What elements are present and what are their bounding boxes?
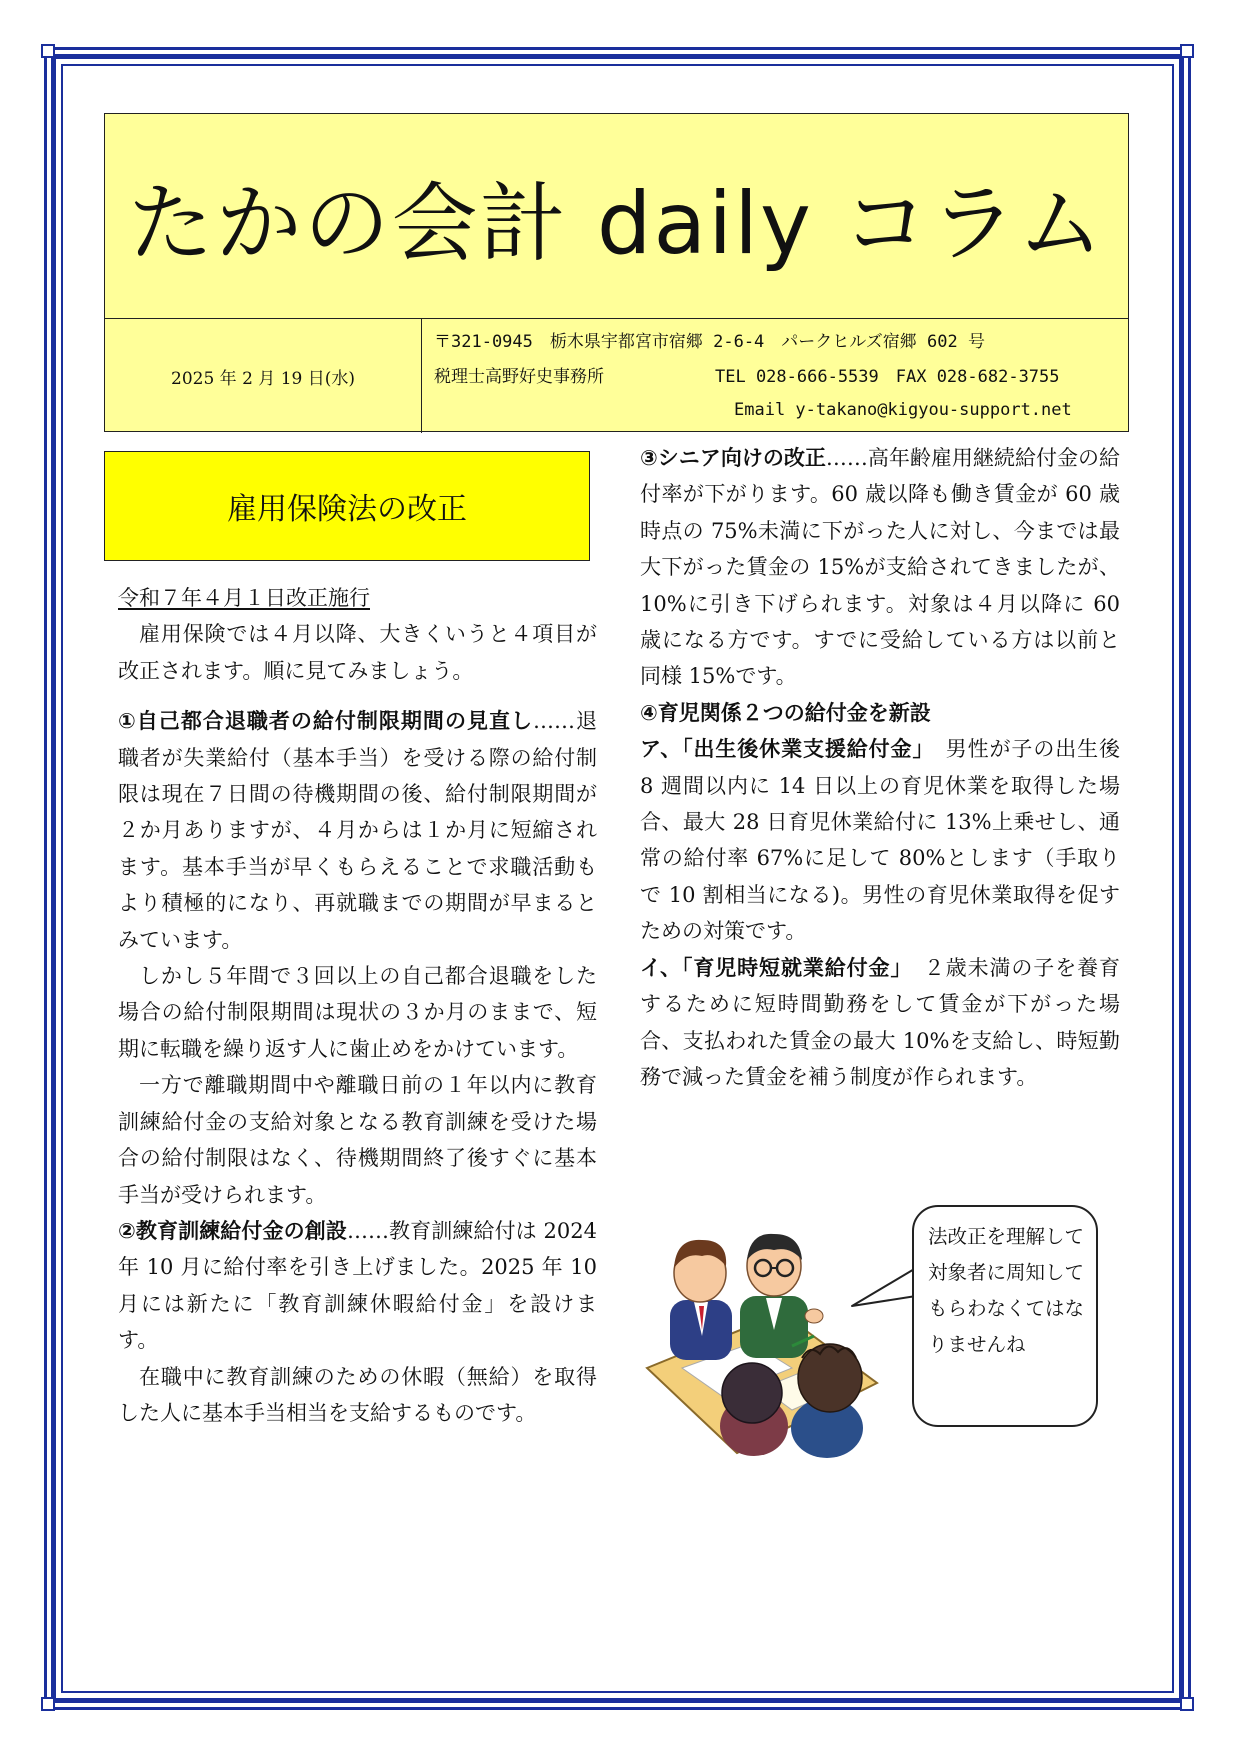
- meeting-illustration: [642, 1218, 882, 1468]
- border-corner: [41, 1697, 55, 1711]
- speech-bubble: 法改正を理解して対象者に周知してもらわなくてはなりませんね: [912, 1205, 1098, 1427]
- border-corner: [1180, 1697, 1194, 1711]
- item2-paragraph2: 在職中に教育訓練のための休暇（無給）を取得した人に基本手当相当を支給するものです。: [118, 1364, 597, 1425]
- item4a-title: ア、「出生後休業支援給付金」: [640, 737, 924, 762]
- person-head: [798, 1344, 862, 1412]
- border-corner: [1180, 44, 1194, 58]
- speech-bubble-tail: [850, 1262, 920, 1312]
- newsletter-title: たかの会計 daily コラム: [105, 114, 1128, 319]
- item1-body: ……退職者が失業給付（基本手当）を受ける際の給付制限は現在７日間の待機期間の後、給付制限期間が２か月ありますが、４月からは１か月に短縮されます。基本手当が早くもらえることで求職活動もより積極的になり、再就職までの期間が早まるとみています。: [118, 709, 598, 952]
- item1-paragraph2: しかし５年間で３回以上の自己都合退職をした場合の給付制限期間は現状の３か月のままで、短期に転職を繰り返す人に歯止めをかけています。: [118, 964, 597, 1061]
- item2-title: ②教育訓練給付金の創設: [118, 1218, 347, 1243]
- office-email[interactable]: Email y-takano@kigyou-support.net: [734, 400, 1072, 420]
- office-name: 税理士高野好史事務所: [434, 367, 604, 387]
- item4b-body: ２歳未満の子を養育するために短時間勤務をして賃金が下がった場合、支払われた賃金の最大 10%を支給し、時短勤務で減った賃金を補う制度が作られます。: [640, 955, 1121, 1089]
- intro-paragraph: 雇用保険では４月以降、大きくいうと４項目が改正されます。順に見てみましょう。: [118, 622, 597, 683]
- item3-title: ③シニア向けの改正: [640, 446, 826, 470]
- item2-body: ……教育訓練給付は 2024 年 10 月に給付率を引き上げました。2025 年 10 月には新たに「教育訓練休暇給付金」を設けます。: [118, 1218, 597, 1353]
- office-address: 〒321-0945 栃木県宇都宮市宿郷 2-6-4 パークヒルズ宿郷 602 号: [434, 332, 985, 352]
- item3-body: ……高年齢雇用継続給付金の給付率が下がります。60 歳以降も働き賃金が 60 歳時点の 75%未満に下がった人に対し、今までは最大下がった賃金の 15%が支給されてきましたが、10%に引き下げられます。対象は４月以降に 60 歳になる方です。すでに受給している方は以前と同様 15%です。: [640, 446, 1120, 689]
- left-column: [118, 580, 597, 1431]
- item1-title: ①自己都合退職者の給付制限期間の見直し: [118, 709, 533, 734]
- item4b-title: イ、「育児時短就業給付金」: [640, 955, 902, 980]
- intro-title: 令和７年４月１日改正施行: [118, 586, 370, 610]
- section-heading: 雇用保険法の改正: [104, 451, 590, 561]
- item1-paragraph3: 一方で離職期間中や離職日前の１年以内に教育訓練給付金の支給対象となる教育訓練を受けた場合の給付制限はなく、待機期間終了後すぐに基本手当が受けられます。: [118, 1073, 597, 1207]
- item4a-body: 男性が子の出生後 8 週間以内に 14 日以上の育児休業を取得した場合、最大 28 日育児休業給付に 13%上乗せし、通常の給付率 67%に足して 80%とします（手取りで 10 割相当になる)。男性の育児休業取得を促すための対策です。: [640, 737, 1120, 944]
- office-contact: [422, 319, 1128, 433]
- border-corner: [41, 44, 55, 58]
- right-column: [640, 440, 1120, 1095]
- newsletter-header: [104, 113, 1129, 432]
- item4-title: ④育児関係２つの給付金を新設: [640, 700, 931, 725]
- issue-date: 2025 年 2 月 19 日(水): [105, 319, 422, 433]
- office-tel-fax: TEL 028-666-5539 FAX 028-682-3755: [715, 367, 1060, 387]
- person-head: [722, 1363, 782, 1423]
